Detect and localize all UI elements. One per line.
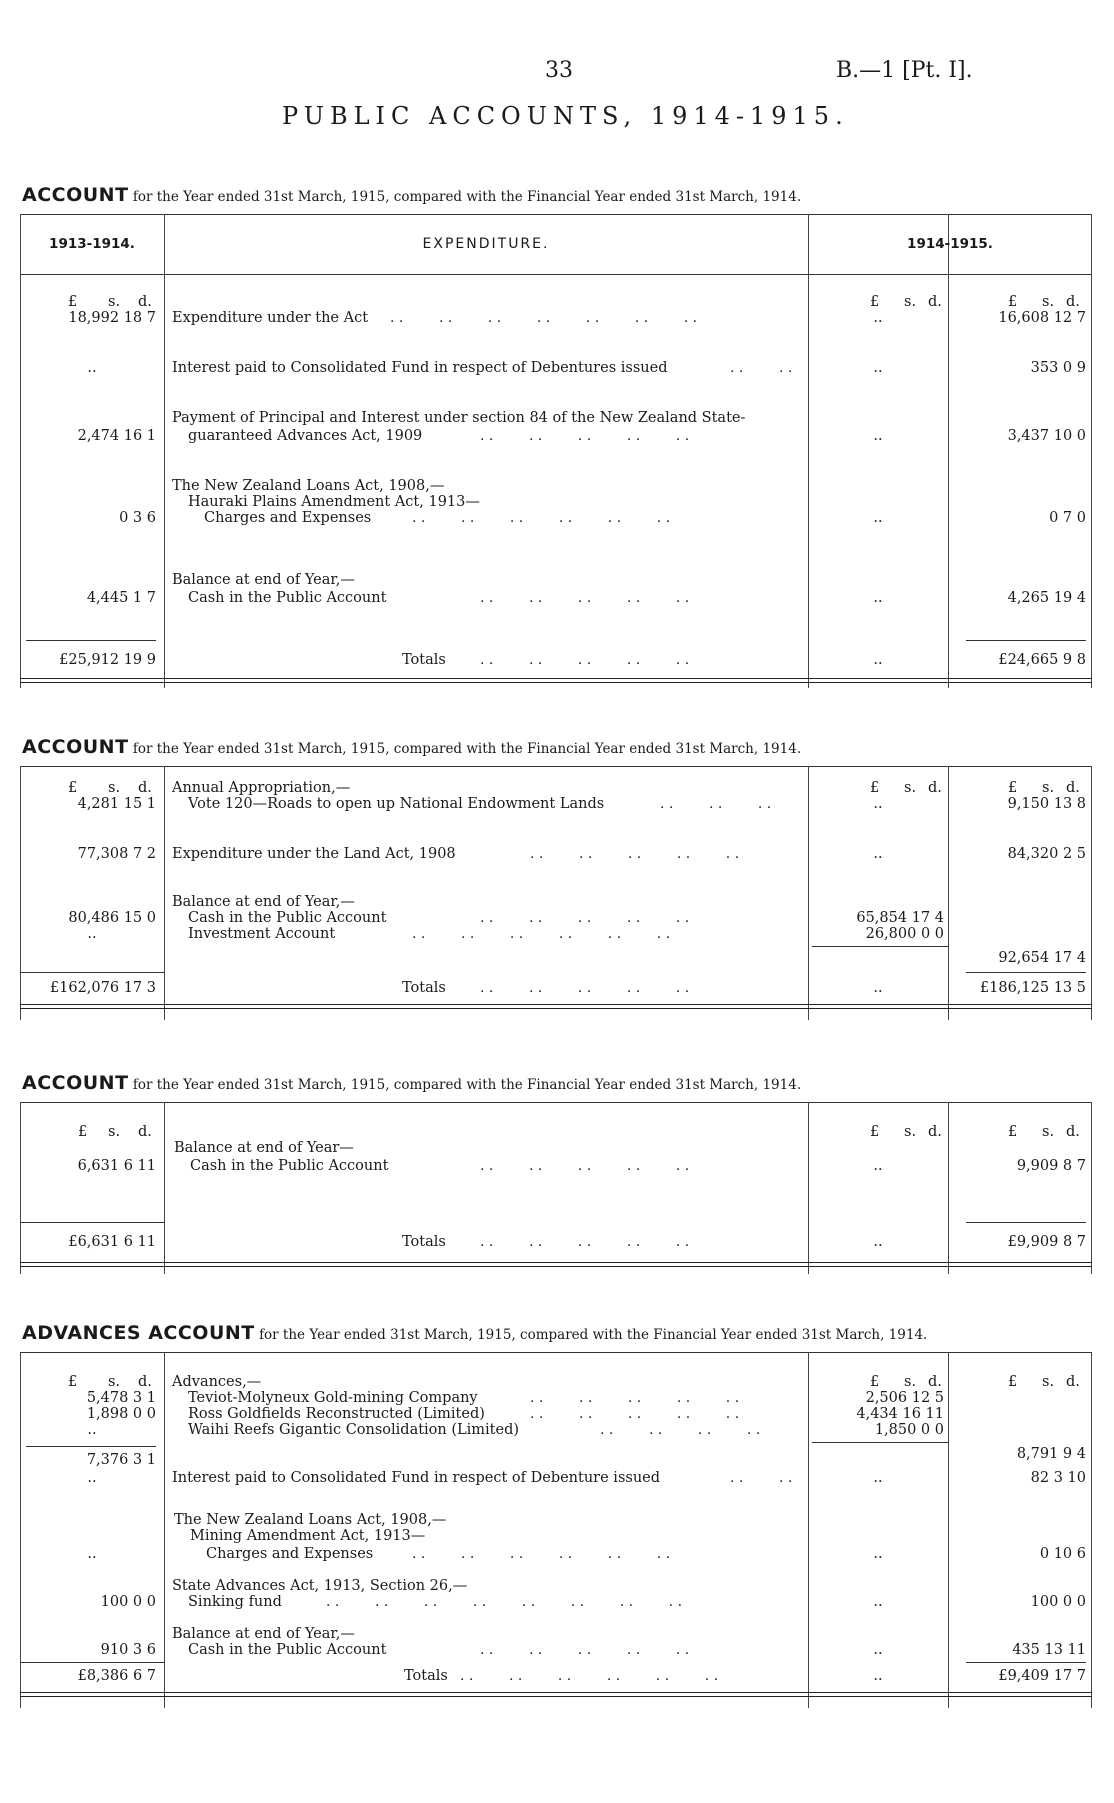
curr-amount: 92,654 17 4 — [998, 950, 1086, 966]
account1-heading-bold: ACCOUNT — [22, 184, 129, 206]
unit-pence: d. — [1066, 294, 1080, 310]
curr-total: £186,125 13 5 — [979, 980, 1086, 996]
curr-amount: 435 13 11 — [1012, 1642, 1086, 1658]
curr-total: £9,909 8 7 — [1007, 1234, 1086, 1250]
curr-amount: 100 0 0 — [1030, 1594, 1086, 1610]
leader-dots: . . . . . . . . . . . . . . — [390, 310, 698, 326]
prev-amount: 80,486 15 0 — [68, 910, 156, 926]
unit-pence: d. — [928, 1374, 942, 1390]
prev-amount: 910 3 6 — [100, 1642, 156, 1658]
leader-dots: . . . . . . . . . . — [480, 1234, 690, 1250]
leader-dots: . . . . . . . . . . — [480, 652, 690, 668]
leader-dots: . . . . . . . . . . . . — [460, 1668, 719, 1684]
unit-pounds: £ — [870, 780, 880, 796]
leader-dots: . . . . . . . . . . — [480, 980, 690, 996]
account1-table — [20, 214, 1092, 688]
unit-shillings: s. — [904, 1124, 917, 1140]
prev-total: £8,386 6 7 — [77, 1668, 156, 1684]
prev-amount: 0 3 6 — [119, 510, 156, 526]
unit-pounds: £ — [68, 1374, 78, 1390]
prev-amount: 2,474 16 1 — [77, 428, 156, 444]
curr-amount: 84,320 2 5 — [1007, 846, 1086, 862]
row-description: State Advances Act, 1913, Section 26,— — [172, 1578, 468, 1594]
unit-pence: d. — [138, 1374, 152, 1390]
unit-shillings: s. — [108, 1374, 121, 1390]
row-description: Cash in the Public Account — [188, 590, 387, 606]
prev-amount: 4,281 15 1 — [77, 796, 156, 812]
sub-amount: 65,854 17 4 — [856, 910, 944, 926]
row-description: Hauraki Plains Amendment Act, 1913— — [188, 494, 480, 510]
mid-dots: .. — [873, 1642, 883, 1658]
account4-heading-rest: for the Year ended 31st March, 1915, compared with the Financial Year ended 31st March, 1914. — [259, 1327, 928, 1343]
leader-dots: . . . . . . . . . . . . . . . . — [326, 1594, 683, 1610]
curr-amount: 9,909 8 7 — [1016, 1158, 1086, 1174]
unit-pounds: £ — [870, 294, 880, 310]
curr-amount: 353 0 9 — [1030, 360, 1086, 376]
prev-subtotal: 7,376 3 1 — [86, 1452, 156, 1468]
curr-amount: 3,437 10 0 — [1007, 428, 1086, 444]
leader-dots: . . . . . . . . — [600, 1422, 761, 1438]
page-title: PUBLIC ACCOUNTS, 1914-1915. — [282, 102, 849, 130]
row-description: Expenditure under the Act — [172, 310, 369, 326]
prev-amount: .. — [87, 360, 97, 376]
sub-amount: 26,800 0 0 — [865, 926, 944, 942]
account3-heading — [22, 1072, 801, 1094]
leader-dots: . . . . . . . . . . . . — [412, 510, 671, 526]
account2-heading-bold: ACCOUNT — [22, 736, 129, 758]
row-description: Payment of Principal and Interest under section 84 of the New Zealand State- — [172, 410, 746, 426]
unit-pounds: £ — [870, 1374, 880, 1390]
account2-heading — [22, 736, 801, 758]
totals-label: Totals — [402, 652, 446, 668]
mid-dots: .. — [873, 360, 883, 376]
unit-shillings: s. — [1042, 294, 1055, 310]
curr-amount: 0 10 6 — [1039, 1546, 1086, 1562]
row-description: Investment Account — [188, 926, 336, 942]
account2-heading-rest: for the Year ended 31st March, 1915, compared with the Financial Year ended 31st March, 1914. — [132, 741, 802, 757]
row-description: The New Zealand Loans Act, 1908,— — [172, 478, 445, 494]
account1-col-curr: 1914-1915. — [907, 236, 993, 252]
account1-heading — [22, 184, 801, 206]
row-description: Balance at end of Year,— — [172, 572, 355, 588]
unit-pence: d. — [928, 780, 942, 796]
unit-pounds: £ — [78, 1124, 88, 1140]
unit-shillings: s. — [904, 780, 917, 796]
page-reference: B.—1 [Pt. I]. — [836, 58, 973, 83]
row-description: Ross Goldfields Reconstructed (Limited) — [188, 1406, 485, 1422]
unit-pounds: £ — [1008, 1374, 1018, 1390]
row-description: Mining Amendment Act, 1913— — [190, 1528, 426, 1544]
account1-col-prev: 1913-1914. — [49, 236, 135, 252]
unit-shillings: s. — [108, 294, 121, 310]
mid-dots: .. — [873, 1668, 883, 1684]
unit-pounds: £ — [1008, 1124, 1018, 1140]
curr-amount: 0 7 0 — [1049, 510, 1086, 526]
row-description: guaranteed Advances Act, 1909 — [188, 428, 423, 444]
row-description: Sinking fund — [188, 1594, 282, 1610]
unit-shillings: s. — [1042, 780, 1055, 796]
leader-dots: . . . . . . . . . . . . — [412, 1546, 671, 1562]
row-description: Cash in the Public Account — [190, 1158, 389, 1174]
account4-heading-bold: ADVANCES ACCOUNT — [22, 1322, 255, 1344]
leader-dots: . . . . . . — [660, 796, 772, 812]
prev-amount: 4,445 1 7 — [86, 590, 156, 606]
leader-dots: . . . . . . . . . . — [530, 1406, 740, 1422]
row-description: Teviot-Molyneux Gold-mining Company — [188, 1390, 478, 1406]
curr-amount: 82 3 10 — [1030, 1470, 1086, 1486]
prev-amount: 5,478 3 1 — [86, 1390, 156, 1406]
sub-amount: 1,850 0 0 — [874, 1422, 944, 1438]
prev-total: £25,912 19 9 — [59, 652, 156, 668]
curr-total: £24,665 9 8 — [998, 652, 1086, 668]
mid-dots: .. — [873, 652, 883, 668]
account1-heading-rest: for the Year ended 31st March, 1915, compared with the Financial Year ended 31st March, 1914. — [132, 189, 802, 205]
row-description: Charges and Expenses — [204, 510, 372, 526]
prev-total: £6,631 6 11 — [68, 1234, 156, 1250]
unit-pounds: £ — [68, 780, 78, 796]
account3-table — [20, 1102, 1092, 1274]
prev-amount: .. — [87, 926, 97, 942]
prev-total: £162,076 17 3 — [49, 980, 156, 996]
totals-label: Totals — [402, 1234, 446, 1250]
row-description: Waihi Reefs Gigantic Consolidation (Limited) — [188, 1422, 520, 1438]
unit-pence: d. — [1066, 1374, 1080, 1390]
sub-amount: 4,434 16 11 — [856, 1406, 944, 1422]
row-description: Cash in the Public Account — [188, 1642, 387, 1658]
leader-dots: . . . . . . . . . . — [480, 1158, 690, 1174]
leader-dots: . . . . . . . . . . — [480, 428, 690, 444]
totals-label: Totals — [404, 1668, 448, 1684]
unit-pence: d. — [138, 294, 152, 310]
leader-dots: . . . . . . . . . . — [480, 1642, 690, 1658]
row-description: Interest paid to Consolidated Fund in respect of Debenture issued — [172, 1470, 661, 1486]
unit-shillings: s. — [904, 294, 917, 310]
mid-dots: .. — [873, 1594, 883, 1610]
leader-dots: . . . . — [730, 1470, 793, 1486]
curr-amount: 8,791 9 4 — [1016, 1446, 1086, 1462]
prev-amount: .. — [87, 1546, 97, 1562]
leader-dots: . . . . . . . . . . — [530, 846, 740, 862]
unit-pounds: £ — [68, 294, 78, 310]
mid-dots: .. — [873, 980, 883, 996]
prev-amount: 6,631 6 11 — [77, 1158, 156, 1174]
prev-amount: 1,898 0 0 — [86, 1406, 156, 1422]
mid-dots: .. — [873, 1546, 883, 1562]
mid-dots: .. — [873, 1234, 883, 1250]
prev-amount: .. — [87, 1422, 97, 1438]
mid-dots: .. — [873, 796, 883, 812]
mid-dots: .. — [873, 846, 883, 862]
page-number: 33 — [545, 58, 573, 83]
prev-amount: .. — [87, 1470, 97, 1486]
unit-pounds: £ — [1008, 780, 1018, 796]
unit-pence: d. — [138, 1124, 152, 1140]
row-description: The New Zealand Loans Act, 1908,— — [174, 1512, 447, 1528]
mid-dots: .. — [873, 1470, 883, 1486]
mid-dots: .. — [873, 310, 883, 326]
unit-shillings: s. — [1042, 1374, 1055, 1390]
leader-dots: . . . . . . . . . . — [480, 910, 690, 926]
curr-amount: 16,608 12 7 — [998, 310, 1086, 326]
unit-pence: d. — [1066, 1124, 1080, 1140]
row-description: Annual Appropriation,— — [172, 780, 351, 796]
mid-dots: .. — [873, 428, 883, 444]
unit-shillings: s. — [904, 1374, 917, 1390]
row-description: Interest paid to Consolidated Fund in respect of Debentures issued — [172, 360, 668, 376]
unit-pence: d. — [138, 780, 152, 796]
row-description: Expenditure under the Land Act, 1908 — [172, 846, 456, 862]
sub-amount: 2,506 12 5 — [865, 1390, 944, 1406]
account2-table — [20, 766, 1092, 1020]
account3-heading-bold: ACCOUNT — [22, 1072, 129, 1094]
unit-shillings: s. — [108, 1124, 121, 1140]
curr-amount: 4,265 19 4 — [1007, 590, 1086, 606]
mid-dots: .. — [873, 1158, 883, 1174]
leader-dots: . . . . — [730, 360, 793, 376]
row-description: Balance at end of Year,— — [172, 894, 355, 910]
row-description: Cash in the Public Account — [188, 910, 387, 926]
prev-amount: 18,992 18 7 — [68, 310, 156, 326]
totals-label: Totals — [402, 980, 446, 996]
account4-table — [20, 1352, 1092, 1708]
leader-dots: . . . . . . . . . . — [480, 590, 690, 606]
mid-dots: .. — [873, 590, 883, 606]
row-description: Balance at end of Year— — [174, 1140, 354, 1156]
account4-heading — [22, 1322, 927, 1344]
account3-heading-rest: for the Year ended 31st March, 1915, compared with the Financial Year ended 31st March, 1914. — [132, 1077, 802, 1093]
unit-pence: d. — [928, 294, 942, 310]
leader-dots: . . . . . . . . . . . . — [412, 926, 671, 942]
curr-amount: 9,150 13 8 — [1007, 796, 1086, 812]
unit-pounds: £ — [870, 1124, 880, 1140]
unit-pence: d. — [928, 1124, 942, 1140]
unit-pounds: £ — [1008, 294, 1018, 310]
row-description: Vote 120—Roads to open up National Endowment Lands — [188, 796, 605, 812]
unit-shillings: s. — [1042, 1124, 1055, 1140]
prev-amount: 100 0 0 — [100, 1594, 156, 1610]
row-description: Advances,— — [172, 1374, 262, 1390]
mid-dots: .. — [873, 510, 883, 526]
account1-col-desc: EXPENDITURE. — [422, 236, 550, 252]
row-description: Balance at end of Year,— — [172, 1626, 355, 1642]
row-description: Charges and Expenses — [206, 1546, 374, 1562]
prev-amount: 77,308 7 2 — [77, 846, 156, 862]
unit-pence: d. — [1066, 780, 1080, 796]
curr-total: £9,409 17 7 — [998, 1668, 1086, 1684]
unit-shillings: s. — [108, 780, 121, 796]
leader-dots: . . . . . . . . . . — [530, 1390, 740, 1406]
